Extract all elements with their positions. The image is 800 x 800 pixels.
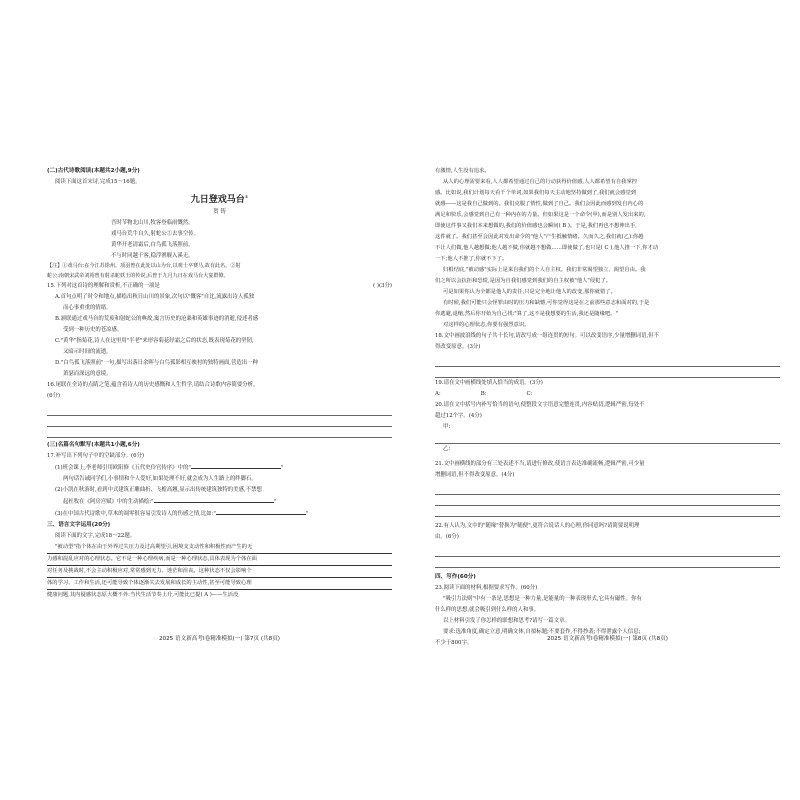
passage-line: 你逃避,退缩,然后你开始为自己找:"算了,这不是我想要的生活,我还是随缘吧。" (435, 311, 618, 317)
q17-item: 两句话告诫同学们,小事情和个人爱好,如果处理不好,就会成为人生路上的绊脚石。 (63, 476, 257, 483)
q22-line: 22.有人认为,文中的"随缘"替换为"随便",更符合说话人的心理,你同意吗?请简要说明理 (435, 523, 640, 529)
left-column (47, 166, 392, 601)
passage-line: 有激情,人生没有追求。 (435, 168, 490, 174)
passage-line: 满足和快乐,会感觉到自己有一种内在的力量。但如果这是一个命令(甲),而是别人发出来的, (435, 212, 646, 218)
note-line: 蛇公:南朝宋武帝刘裕曾有射杀蛇妖王的传说,后曾于九月九日在戏马台大宴群僚。 (47, 272, 229, 279)
passage-line: 从人的心理需要来看,人人都希望通过自己的行动获得价值感,人人都希望有自我掌控 (443, 179, 638, 185)
passage-line: 可是如果你认为全都是他人的责任,只是完全地让他人的改变,那你就错了。 (443, 289, 616, 295)
q22-line: 由。(6分) (435, 534, 459, 540)
question-15 (47, 281, 392, 292)
q17-item-text: 起杜牧在《阿房宫赋》中的生动描绘:" (63, 499, 154, 506)
poem-line: 不与时同越千客,稳浮渔舰入溪无。 (111, 253, 194, 259)
note-line: 【注】①戏马台:在今江苏徐州。项羽曾在此处以山为台,以观士卒赛马,故有此名。②射 (47, 263, 241, 269)
blank[interactable] (154, 496, 274, 503)
q20-label: 乙: (443, 446, 451, 452)
poem-body (47, 218, 392, 262)
q16-answer-area[interactable] (47, 405, 392, 438)
option-line: A.首句点明了时令和地点,描绘出秋日山川的景象,次句以"慨客"自比,流露出诗人孤独 (55, 294, 254, 301)
q15-score: ( )(3分) (373, 283, 392, 290)
passage-line: 体的学习、工作和生活,还可能导致个体逐渐失去发展和成长的主动性,甚至可能导致心理 (47, 578, 392, 590)
q21-line: 增删词语,但不得改变原意。(4分) (435, 472, 515, 478)
passage-line: 归根结底,"被动感"实际上是来自我们的个人自主权。我们非常渴望独立、渴望自由。我 (443, 267, 646, 273)
passage-line: 健康问题,其内疑感状态原大概不外:当代生活节奏上升,可能比已提( A )——生活没 (47, 592, 239, 599)
option-line: B.颔联通过戏马台的荒废和射蛇公的典故,寓言历史的沧桑和英雄事迹的消逝,侵述者感 (55, 316, 259, 323)
passage-line: 就感——这是我自己做到的。我们克服了情性,做到了自己。我们会因此而感到发自内心的 (435, 201, 644, 207)
poem-title (47, 190, 392, 207)
q17-item: (1)班会课上,李老师引用欧阳修《五代史伶官传序》中的" " (55, 462, 392, 474)
passage-line: 这件就了。我们甚至会因此对发出命令的"他人"产生抵触情绪。久而久之,我们就(乙):你越 (435, 234, 644, 240)
passage-right (435, 166, 780, 331)
answer-line[interactable] (435, 495, 780, 506)
question-19: 19.请在文中画横线处填入恰当的成语。(3分) (435, 380, 543, 386)
question-20 (435, 400, 780, 422)
q21-answer-area[interactable] (435, 484, 780, 517)
answer-line[interactable] (435, 367, 780, 378)
section-language-heading: 三、语言文字运用(20分) (47, 522, 111, 529)
passage-line: "被动型"指个体在由于外界过失压力及过高期望引,困境支支动性和积极性而产生的无 (47, 542, 392, 554)
page-footer-left: 2025 语文新高考Ⅰ卷精准模拟(一) 第7页 (共8页) (159, 636, 280, 642)
q17-item: (2)小凯在秋游时,看到中式建筑正雕曲折、飞檐高翘,显示出传统建筑独特的美感,不禁想 (55, 487, 262, 494)
question-21 (435, 459, 780, 481)
poem-notes (47, 262, 392, 281)
material-line: "吸引力法则"中有一条是,思想是一种力量,是能量的一种表现形式,它具有磁性。你有 (443, 596, 642, 602)
option-line: 而心事重重的情绪。 (63, 305, 112, 312)
q20-label: 甲: (443, 424, 451, 430)
q16-line: (6分) (47, 393, 61, 400)
question-18 (435, 331, 780, 353)
right-column (435, 166, 780, 649)
option-line: 又暗示时间的流逝。 (63, 349, 112, 356)
section-writing-heading: 四、写作(60分) (435, 574, 476, 580)
answer-line[interactable] (47, 416, 392, 427)
question-22 (435, 521, 780, 543)
passage-left (47, 542, 392, 601)
q19-answers (435, 389, 780, 400)
answer-line[interactable] (435, 356, 780, 367)
answer-line[interactable] (435, 484, 780, 495)
q17-item-text: (3)在中国古代诗歌中,草木的凋零很容易引发诗人的伤感之情,比如:" (55, 511, 216, 518)
option-line: C."黄华"指菊花,诗人在这里用"半老"来形容菊花经霜之后的状态,既表现菊花的坚韧, (55, 338, 254, 345)
poem-line: 黄华开老清霜后,白鸟孤飞落照前。 (111, 242, 194, 248)
q16-line: 16.尾联在全诗的点睛之笔,蕴含着诗人的历史感慨和人生哲学,请结合诗歌内容简要分析。 (47, 382, 259, 389)
passage-line: 对任务及挑战时,不会主动积极应对,常常感到无力、迷茫和沮丧。这种状态不仅会影响个 (47, 566, 392, 578)
passage-line: 即使这件事又我们本来想做的,我们的价值感也会瞬间( B )。于是,我们再也不想伸出手, (435, 223, 637, 229)
q15-options (47, 292, 392, 380)
q19-label-b[interactable]: B: (480, 391, 487, 397)
question-17: 17.补写出下列句子中的空缺部分。(6分) (47, 453, 145, 460)
passage-line: 对这样的心理状态,你要有强烈意识。 (443, 322, 530, 328)
q19-label-a[interactable]: A: (435, 391, 441, 397)
page-footer-right: 2025 语文新高考Ⅰ卷精准模拟(一) 第8页 (共8页) (547, 636, 668, 642)
question-23: 23.阅读下面的材料,根据要求写作。(60分) (435, 585, 538, 591)
q18-answer-area[interactable] (435, 356, 780, 378)
q19-label-c[interactable]: C: (526, 391, 533, 397)
option-line: D."白鸟孤飞落照前"一句,描写出落日余晖与白鸟孤影相互映衬的独特画面,营造出一种 (55, 360, 258, 367)
poem-line: 戏马台荒牛自久,射蛇公②去事空传。 (111, 231, 199, 237)
q20-answer-jia[interactable] (435, 422, 780, 433)
passage-line: 不让人们做,他人越想做;他人越不做,你就越不想做……即使做了,也只是( C ),他人推一下,你才动 (435, 245, 659, 251)
option-line: 萧瑟而深远的意境。 (63, 371, 112, 378)
q20-answer-yi[interactable] (435, 444, 780, 455)
material-line: 以上材料引发了你怎样的联想和思考?请写一篇文章。 (443, 618, 570, 624)
q21-line: 21.文中画横线的部分有三处表述不当,请进行修改,使语言表达准确流畅,逻辑严密,可少量 (435, 461, 645, 467)
passage-line: 有时候,我们可能只会怪罪由时的压力和缺憾,可你觉得这是在之前那些意志和面对的,于是 (443, 300, 650, 306)
material-line: 不少于800字。 (435, 640, 473, 646)
q17-items (47, 462, 392, 520)
language-intro: 阅读下面的文字,完成18～22题。 (55, 533, 136, 540)
material-line: 什么样的思想,就会吸引到什么样的人和事。 (435, 607, 540, 613)
q17-item: 起杜牧在《阿房宫赋》中的生动描绘:" " (55, 496, 392, 508)
passage-line: 一下;他人不推了,你就不下了。 (435, 256, 508, 262)
poem-line: 吾时节物北山川,牧客登临雨慨然。 (111, 220, 194, 226)
answer-line[interactable] (435, 506, 780, 517)
answer-line[interactable] (47, 405, 392, 416)
answer-line[interactable] (435, 546, 780, 557)
poetry-intro: 阅读下面这首宋诗,完成15～16题。 (55, 179, 141, 185)
q17-item: (3)在中国古代诗歌中,草木的凋零很容易引发诗人的伤感之情,比如:" " (55, 508, 392, 520)
q18-line: 18.文中画波浪线的句子共十长句,请改写成一组连贯的短句。可以改变语序,少量增删词语,但不 (435, 333, 659, 339)
section-recitation-heading: (三)名篇名句默写(本题共1小题,6分) (47, 442, 140, 449)
passage-line: 力感和混乱应对的心理状态。它不是一种心理疾病,而是一种心理状态,具体表现为个体在面 (47, 554, 392, 566)
blank[interactable] (191, 462, 281, 469)
q17-item-text: (1)班会课上,李老师引用欧阳修《五代史伶官传序》中的" (55, 465, 191, 472)
poem-title-text: 九日登戏马台 (190, 195, 245, 205)
q22-answer-area[interactable] (435, 546, 780, 568)
q20-line: 超过12个字。(4分) (435, 413, 482, 419)
q20-line: 20.请在文中括号内补写恰当的语句,使整段文字语意完整连贯,内容贴切,逻辑严密,每处不 (435, 402, 645, 408)
poem-author: 贺 铸 (213, 209, 226, 215)
answer-line[interactable] (435, 433, 780, 444)
passage-line: 们之所以会抗拒和恐慌,是因为自我们感觉到我们的自主权被"他人"侵犯了。 (435, 278, 612, 284)
answer-line[interactable] (435, 557, 780, 568)
option-line: 受到一种历史的苍凉感。 (63, 327, 123, 334)
material-line: 要求:选准角度,确定立意,明确文体,自拟标题;不要套作,不得抄袭;不得泄露个人信息; (443, 629, 641, 635)
passage-line: 感。比如说,我们计划每天看千个单词,如果我们每天主动地坚持做到了,我们就会感觉到 (435, 190, 637, 196)
answer-line[interactable] (47, 427, 392, 438)
blank[interactable] (216, 508, 306, 515)
q18-line: 得改变原意。(3分) (435, 344, 481, 350)
q15-stem: 15.下列对这首诗的理解和赏析,不正确的一项是 (47, 283, 160, 290)
section-poetry-heading: (二)古代诗歌阅读(本题共2小题,9分) (47, 168, 140, 174)
poem-title-note-mark: ① (244, 194, 249, 199)
question-16 (47, 380, 392, 402)
